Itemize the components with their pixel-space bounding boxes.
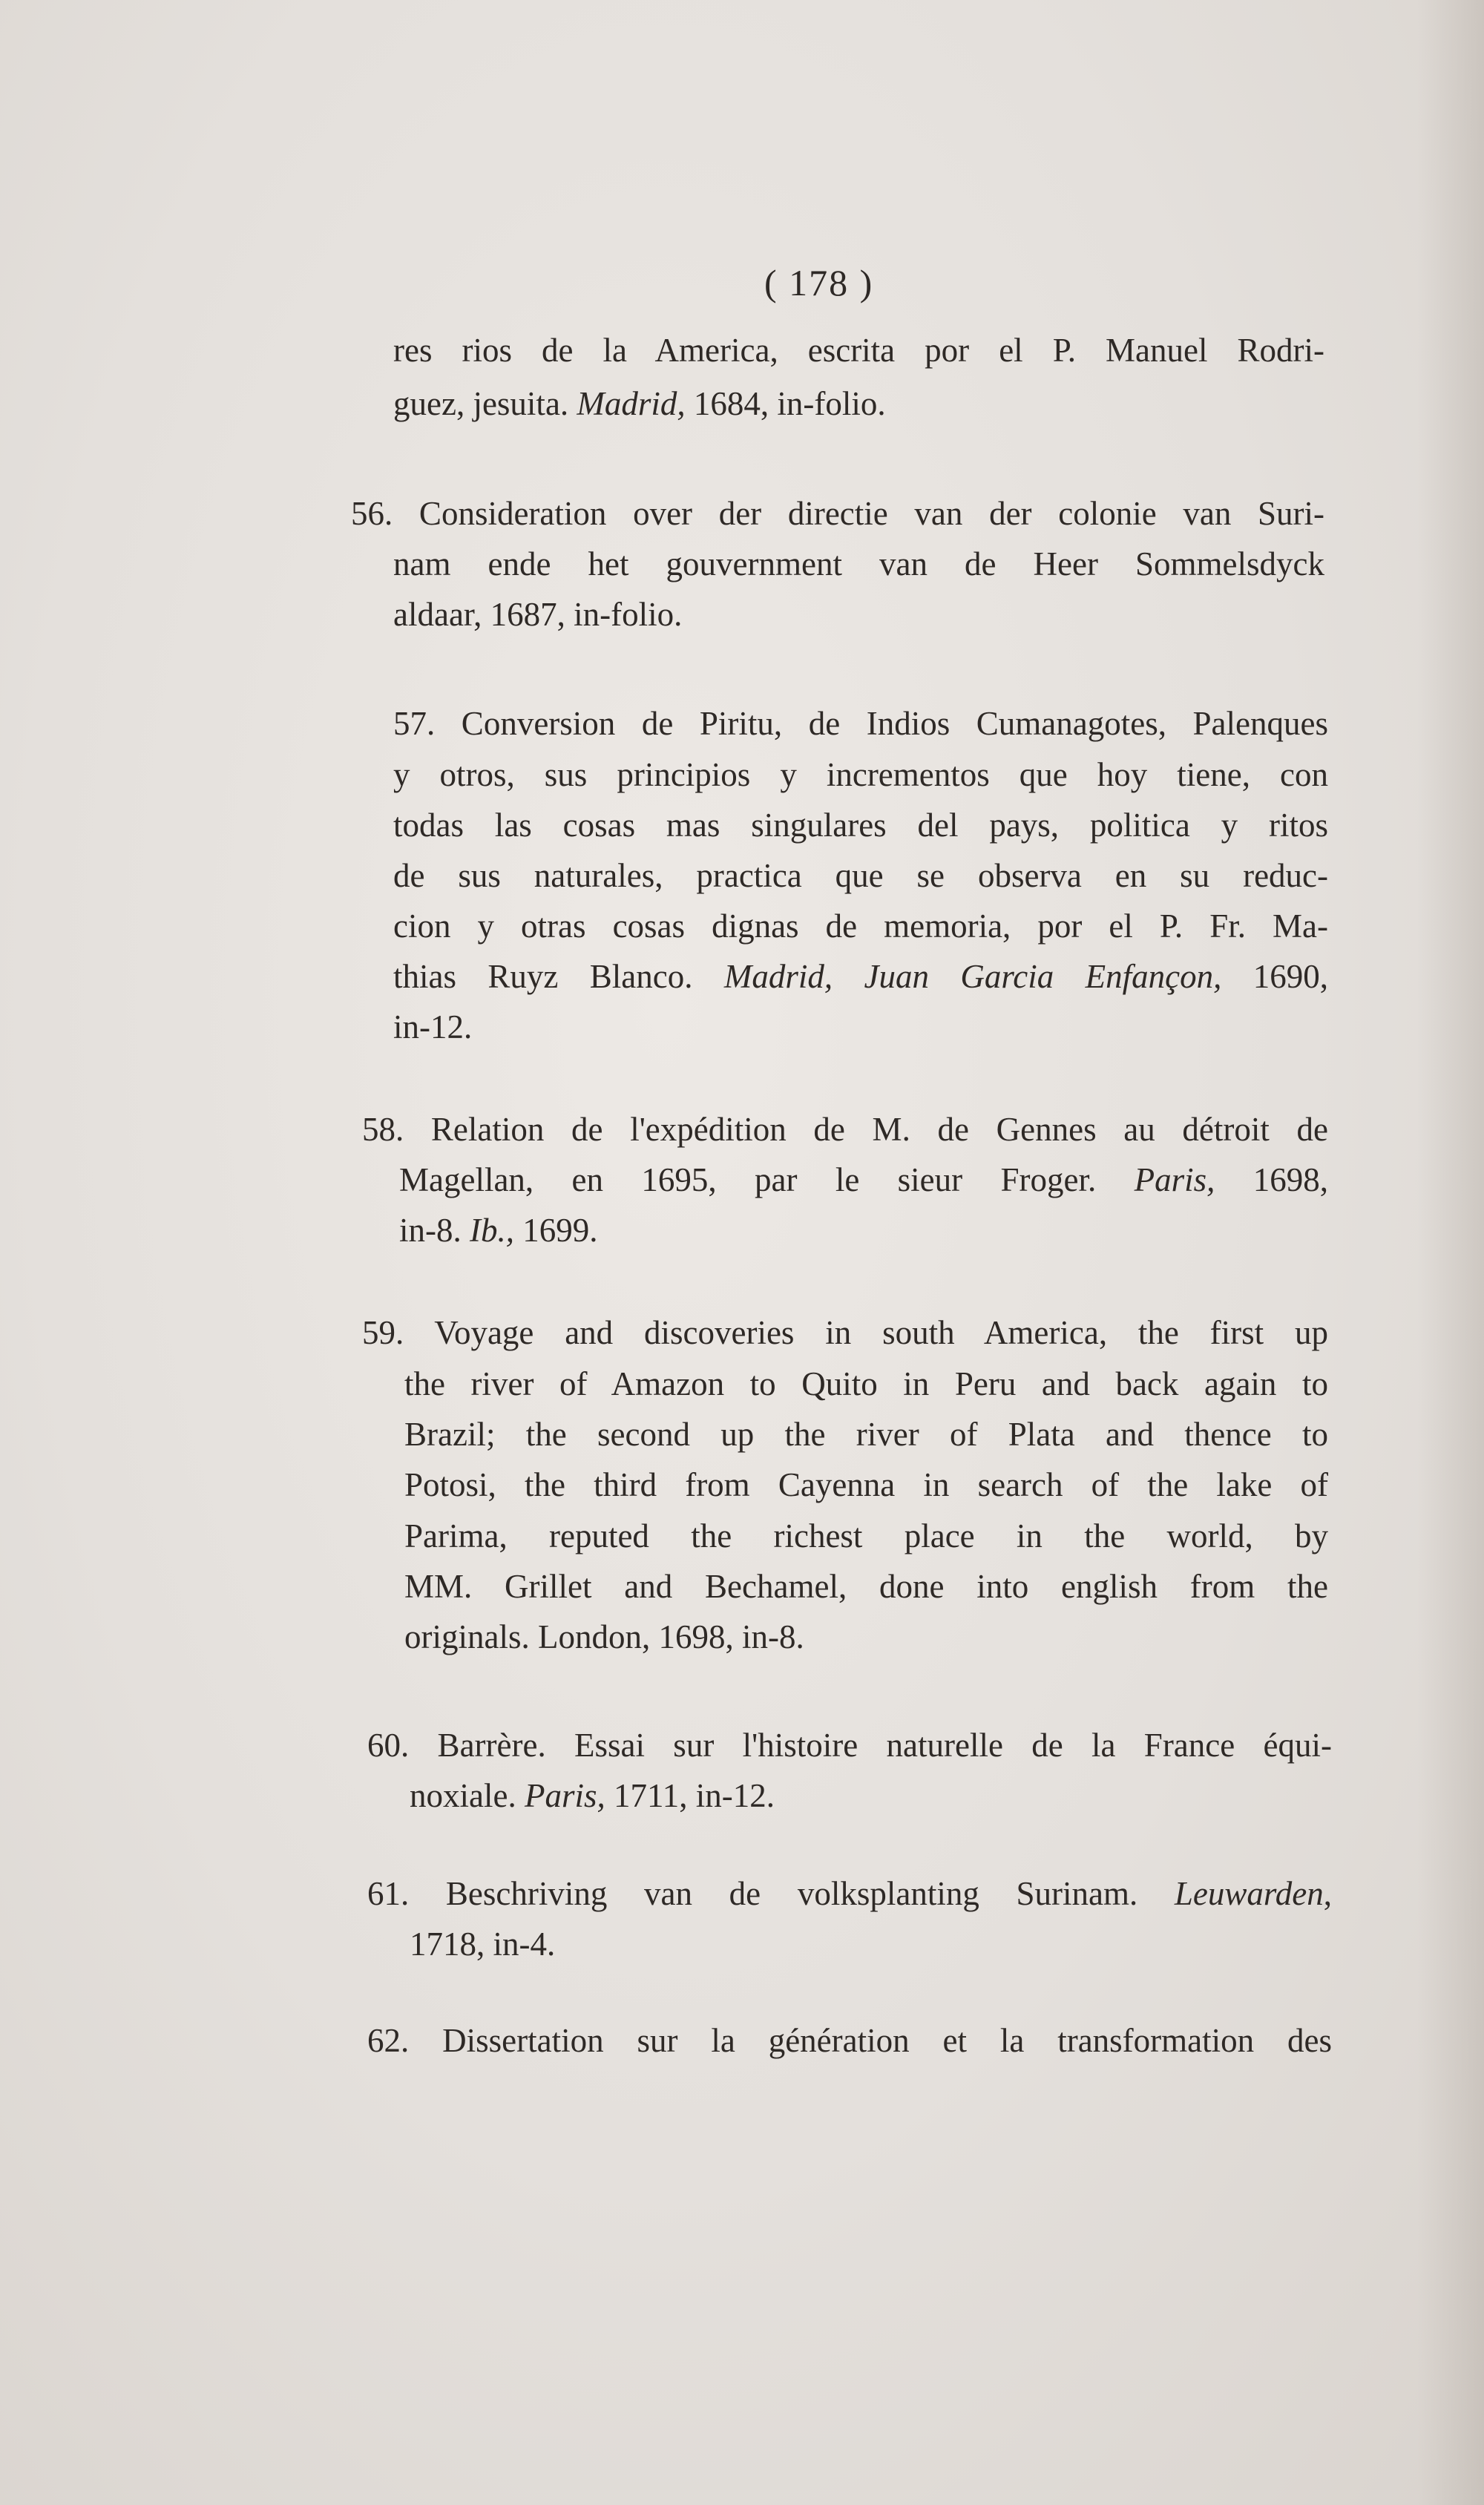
text-line: aldaar, 1687, in-folio. [393, 596, 683, 633]
text-line: 1718, in-4. [410, 1925, 556, 1963]
text-line: 58. Relation de l'expédition de M. de Gennes au détroit de [362, 1111, 1328, 1148]
text-line: Potosi, the third from Cayenna in search of the lake of [404, 1466, 1328, 1503]
page-edge-shadow [1417, 0, 1484, 2505]
text-line: res rios de la America, escrita por el P. Manuel Rodri- [393, 332, 1324, 369]
text-line: todas las cosas mas singulares del pays, politica y ritos [393, 807, 1328, 844]
text-line: thias Ruyz Blanco. Madrid, Juan Garcia Enfançon, 1690, [393, 958, 1328, 995]
text-line: MM. Grillet and Bechamel, done into english from the [404, 1568, 1328, 1605]
text-line: y otros, sus principios y incrementos que hoy tiene, con [393, 756, 1328, 793]
text-line: nam ende het gouvernment van de Heer Sommelsdyck [393, 545, 1324, 582]
text-line: 57. Conversion de Piritu, de Indios Cumanagotes, Palenques [393, 705, 1328, 742]
text-line: Parima, reputed the richest place in the world, by [404, 1517, 1328, 1554]
text-line: originals. London, 1698, in-8. [404, 1618, 804, 1655]
text-line: 62. Dissertation sur la génération et la transformation des [367, 2022, 1332, 2059]
text-line: 60. Barrère. Essai sur l'histoire naturelle de la France équi- [367, 1727, 1332, 1764]
text-line: de sus naturales, practica que se observa en su reduc- [393, 857, 1328, 894]
text-line: Magellan, en 1695, par le sieur Froger. Paris, 1698, [399, 1161, 1329, 1198]
text-line: in-12. [393, 1008, 473, 1045]
text-line: 61. Beschriving van de volksplanting Surinam. Leuwarden, [367, 1875, 1332, 1912]
page-number: ( 178 ) [764, 262, 874, 303]
text-line: in-8. Ib., 1699. [399, 1212, 598, 1249]
text-line: cion y otras cosas dignas de memoria, por el P. Fr. Ma- [393, 907, 1328, 945]
text-line: the river of Amazon to Quito in Peru and back again to [404, 1365, 1328, 1402]
text-line: 56. Consideration over der directie van der colonie van Suri- [351, 495, 1324, 532]
text-line: 59. Voyage and discoveries in south America, the first up [362, 1314, 1328, 1351]
text-line: Brazil; the second up the river of Plata and thence to [404, 1416, 1328, 1453]
text-line: guez, jesuita. Madrid, 1684, in-folio. [393, 385, 886, 422]
text-line: noxiale. Paris, 1711, in-12. [410, 1777, 775, 1814]
